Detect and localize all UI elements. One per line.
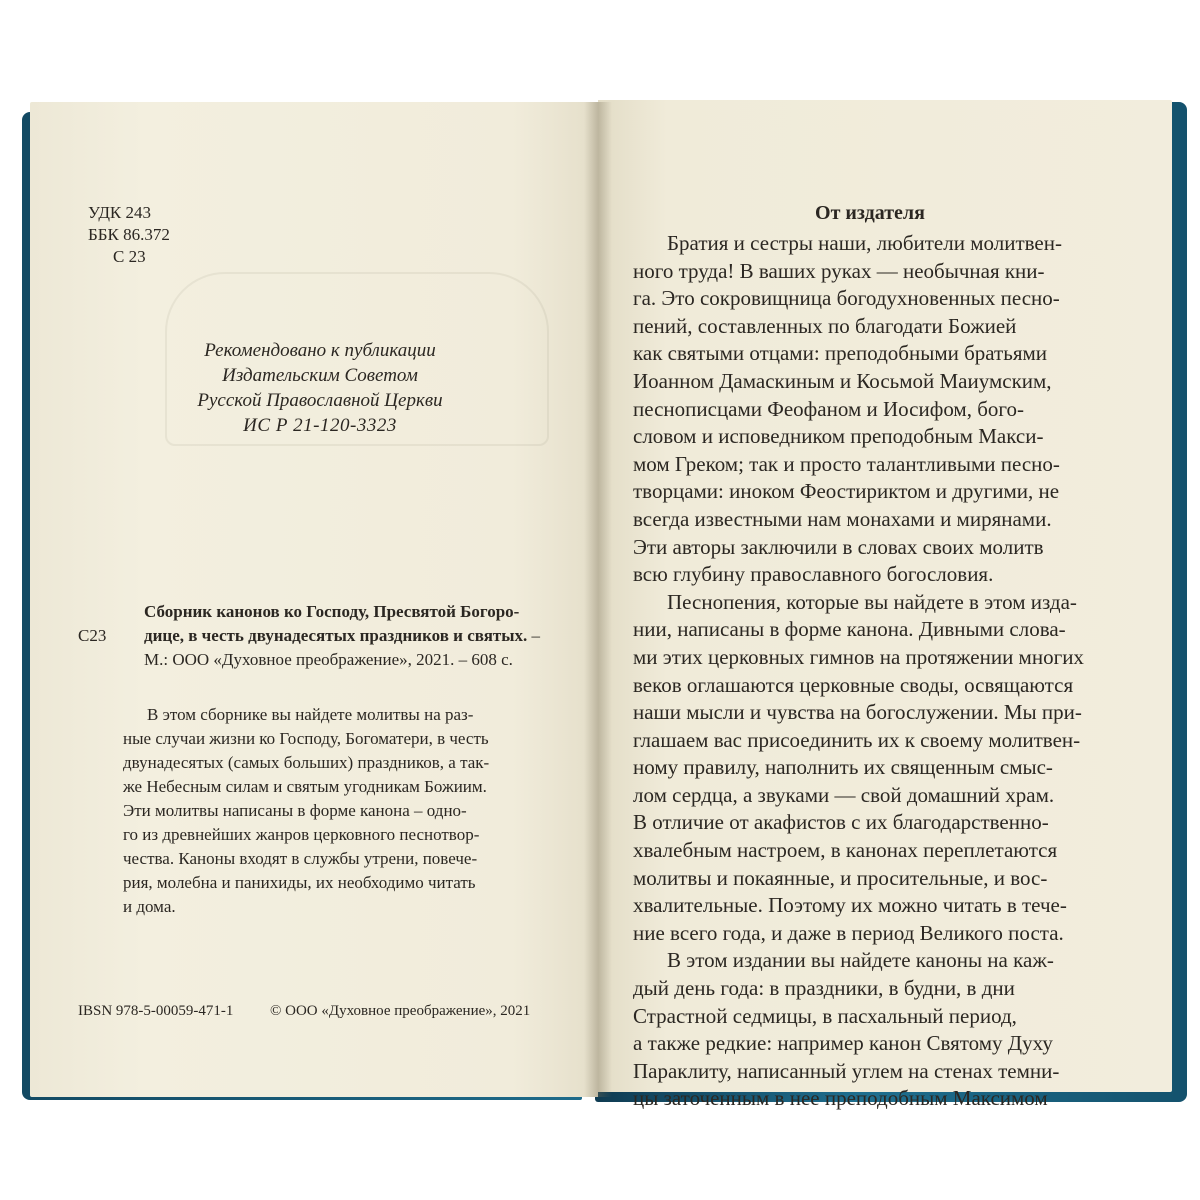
foreword-line: Песнопения, которые вы найдете в этом изда- — [667, 589, 1077, 614]
bib-dash: – — [527, 626, 541, 645]
udc-code: УДК 243 — [88, 203, 152, 222]
foreword-line: лом сердца, а звуками — свой домашний храм. — [633, 782, 1055, 807]
foreword-line: пений, составленных по благодати Божией — [633, 313, 1017, 338]
foreword-line: ного труда! В ваших руках — необычная кни- — [633, 258, 1045, 283]
foreword-line: Иоанном Дамаскиным и Косьмой Маиумским, — [633, 368, 1052, 393]
copyright: © ООО «Духовное преображение», 2021 — [270, 1003, 531, 1019]
foreword-line: песнописцами Феофаном и Иосифом, бого- — [633, 396, 1024, 421]
foreword-line: Братия и сестры наши, любители молитвен- — [667, 231, 1062, 255]
annotation-line: двунадесятых (самых больших) праздников, а так- — [123, 753, 490, 772]
foreword-line: цы заточенным в нее преподобным Максимом — [633, 1086, 1048, 1111]
foreword-line: га. Это сокровищница богодухновенных песно- — [633, 286, 1060, 311]
foreword-line: Эти авторы заключили в словах своих молитв — [633, 534, 1044, 559]
foreword-line: всю глубину православного богословия. — [633, 562, 994, 587]
bib-title-line — [78, 624, 568, 648]
foreword-line: мом Греком; так и просто талантливыми песно- — [633, 451, 1060, 476]
foreword-line: наши мысли и чувства на богослужении. Мы при- — [633, 700, 1082, 725]
author-mark: С 23 — [113, 247, 146, 266]
annotation-line: чества. Каноны входят в службы утрени, повече- — [123, 849, 478, 868]
bib-index: С23 — [78, 626, 107, 645]
foreword-line: как святыми отцами: преподобными братьями — [633, 341, 1048, 366]
bib-title-line: Сборник канонов ко Господу, Пресвятой Богоро- — [144, 602, 520, 621]
bib-imprint-line: М.: ООО «Духовное преображение», 2021. – 608 с. — [144, 650, 513, 669]
foreword-line: словом и исповедником преподобным Макси- — [633, 424, 1044, 449]
annotation-line: рия, молебна и панихиды, их необходимо читать — [123, 873, 476, 892]
foreword-line: творцами: иноком Феостириктом и другими, не — [633, 479, 1060, 504]
foreword-text — [633, 230, 1143, 1113]
bibliographic-record — [78, 600, 568, 672]
foreword-line: веков оглашаются церковные своды, освящаются — [633, 672, 1074, 697]
foreword-line: хвалительные. Поэтому их можно читать в тече- — [633, 893, 1067, 918]
foreword-line: дый день года: в праздники, в будни, в дни — [633, 976, 1015, 1001]
annotation — [123, 703, 565, 919]
foreword-line: хвалебным настроем, в канонах переплетаются — [633, 838, 1058, 863]
bib-title-cont: дице, в честь двунадесятых праздников и святых. — [144, 626, 528, 645]
foreword-line: ми этих церковных гимнов на протяжении многих — [633, 644, 1084, 669]
annotation-line: го из древнейших жанров церковного песнотвор- — [123, 825, 480, 844]
bbk-code: ББК 86.372 — [88, 225, 170, 244]
annotation-line: ные случаи жизни ко Господу, Богоматери, в честь — [123, 729, 489, 748]
annotation-line: же Небесным силам и святым угодникам Божиим. — [123, 777, 487, 796]
annotation-line: В этом сборнике вы найдете молитвы на раз- — [147, 705, 474, 724]
foreword-line: а также редкие: например канон Святому Духу — [633, 1031, 1053, 1056]
foreword-line: Параклиту, написанный углем на стенах темни- — [633, 1058, 1060, 1083]
recommendation-block — [175, 338, 465, 438]
annotation-line: и дома. — [123, 897, 176, 916]
foreword-line: всегда известными нам монахами и мирянами. — [633, 506, 1052, 531]
isbn: IBSN 978-5-00059-471-1 — [78, 1003, 234, 1019]
foreword-line: глашаем вас присоединить их к своему молитвен- — [633, 727, 1081, 752]
foreword-line: молитвы и покаянные, и просительные, и вос- — [633, 865, 1048, 890]
recommendation-line: Рекомендовано к публикации — [204, 340, 436, 361]
foreword-line: ному правилу, наполнить их священным смыс- — [633, 755, 1053, 780]
foreword-title: От издателя — [815, 202, 925, 224]
annotation-line: Эти молитвы написаны в форме канона – одно- — [123, 801, 467, 820]
approval-number: ИС Р 21-120-3323 — [243, 415, 397, 436]
classification-codes — [88, 202, 170, 268]
foreword-line: нии, написаны в форме канона. Дивными слова- — [633, 617, 1066, 642]
foreword-line: Страстной седмицы, в пасхальный период, — [633, 1003, 1017, 1028]
foreword-line: ние всего года, и даже в период Великого поста. — [633, 920, 1064, 945]
recommendation-line: Издательским Советом — [222, 365, 418, 386]
recommendation-line: Русской Православной Церкви — [197, 390, 443, 411]
page-gutter — [584, 102, 612, 1097]
foreword-line: В отличие от акафистов с их благодарственно- — [633, 810, 1049, 835]
foreword-line: В этом издании вы найдете каноны на каж- — [667, 948, 1054, 973]
